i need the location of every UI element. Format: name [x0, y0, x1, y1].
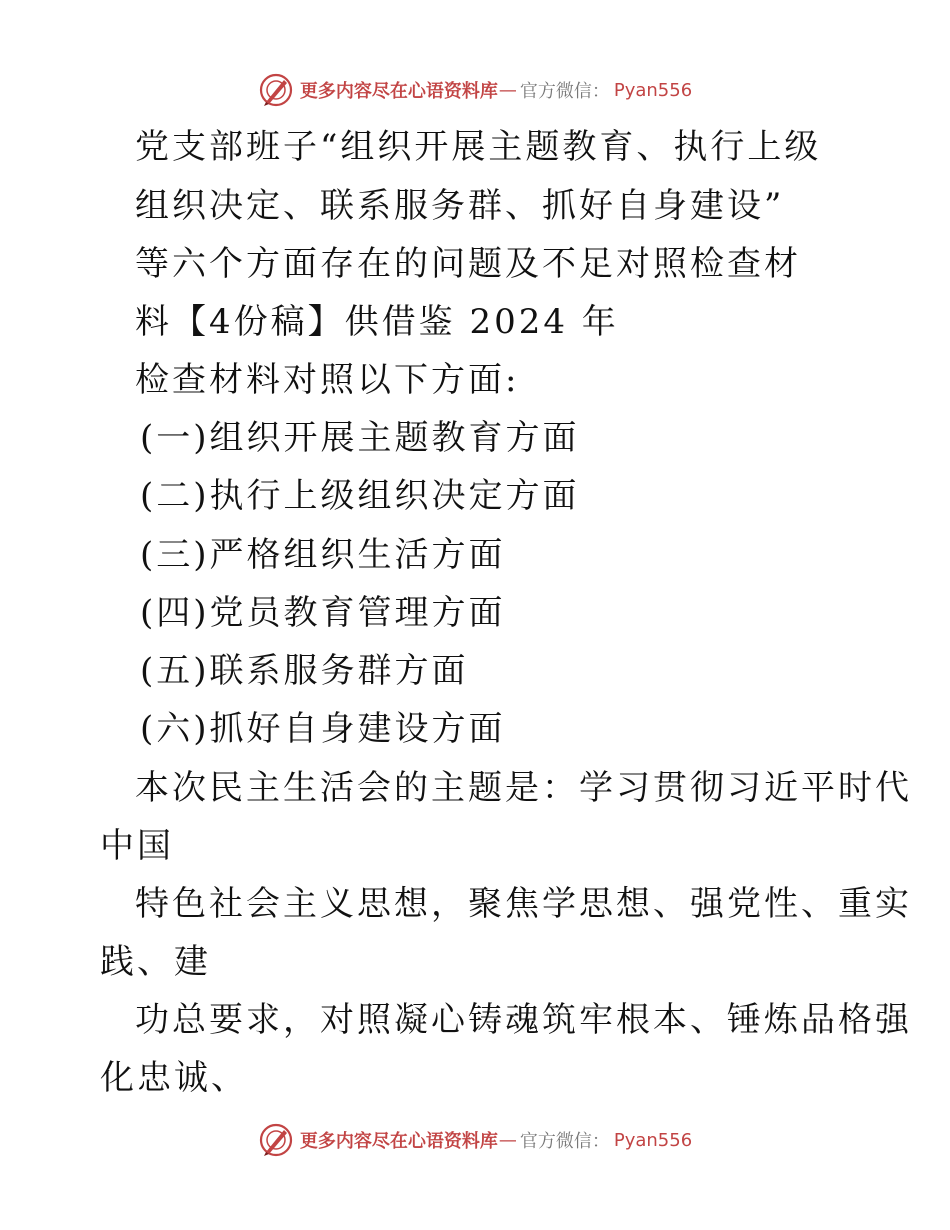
list-item: (六)抓好自身建设方面 [140, 709, 506, 749]
title-line-2: 组织决定、联系服务群、抓好自身建设” [135, 186, 785, 226]
watermark-dash: — [498, 79, 517, 101]
watermark-wechat-label: 官方微信： [519, 1131, 610, 1152]
pen-logo-icon [258, 1122, 294, 1158]
title-line-1: 党支部班子“组织开展主题教育、执行上级 [135, 127, 822, 167]
watermark-wechat-label: 官方微信： [519, 81, 610, 102]
paragraph-3-line-2: 化忠诚、 [100, 1058, 248, 1098]
pen-logo-icon [258, 72, 294, 108]
watermark-dash: — [498, 1129, 517, 1151]
list-item: (三)严格组织生活方面 [140, 535, 506, 575]
title-line-4: 料【4份稿】供借鉴 2024 年 [135, 302, 619, 342]
paragraph-2-line-2: 践、建 [100, 942, 211, 982]
paragraph-1-line-2: 中国 [100, 826, 174, 866]
footer-watermark [0, 1120, 950, 1160]
list-item: (五)联系服务群方面 [140, 651, 469, 691]
list-item: (一)组织开展主题教育方面 [140, 418, 580, 458]
paragraph-2-line-1: 特色社会主义思想，聚焦学思想、强党性、重实 [135, 884, 912, 924]
watermark-wechat-id: Pyan556 [613, 1129, 693, 1151]
watermark-lead-text: 更多内容尽在心语资料库 [299, 81, 498, 102]
watermark-lead-text: 更多内容尽在心语资料库 [299, 1131, 498, 1152]
list-item: (四)党员教育管理方面 [140, 593, 506, 633]
watermark-wechat-id: Pyan556 [613, 79, 693, 101]
header-watermark [0, 70, 950, 110]
intro-text: 检查材料对照以下方面: [135, 360, 520, 400]
paragraph-1-line-1: 本次民主生活会的主题是：学习贯彻习近平时代 [135, 768, 912, 808]
title-line-3: 等六个方面存在的问题及不足对照检查材 [135, 244, 801, 284]
list-item: (二)执行上级组织决定方面 [140, 476, 580, 516]
paragraph-3-line-1: 功总要求，对照凝心铸魂筑牢根本、锤炼品格强 [135, 1000, 912, 1040]
